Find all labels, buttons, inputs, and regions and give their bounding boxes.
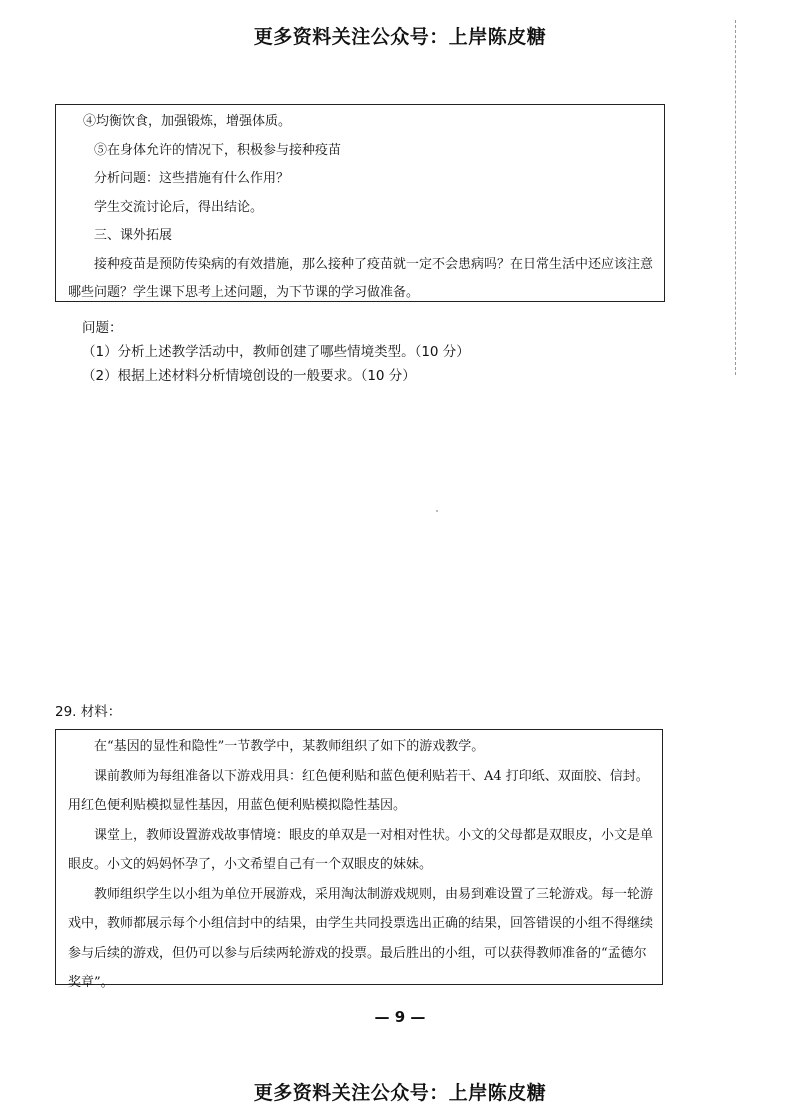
- scan-speck: [436, 510, 438, 512]
- box-line: 学生交流讨论后，得出结论。: [94, 199, 264, 215]
- questions-label: 问题：: [82, 320, 123, 336]
- material-paragraph: 教师组织学生以小组为单位开展游戏，采用淘汰制游戏规则，由易到难设置了三轮游戏。每一轮游戏中，教师都展示每个小组信封中的结果，由学生共同投票选出正确的结果，回答错误的小组不得继续参与后续的游戏，但仍可以参与后续两轮游戏的投票。最后胜出的小组，可以获得教师准备的“孟德尔奖章”。: [68, 886, 654, 990]
- page-number: — 9 —: [374, 1008, 426, 1026]
- material-box-29: [55, 729, 663, 990]
- questions-block: [82, 316, 682, 388]
- box-line: 分析问题：这些措施有什么作用？: [94, 171, 290, 186]
- box-line: ⑤在身体允许的情况下，积极参与接种疫苗: [94, 142, 342, 158]
- footer-banner: 更多资料关注公众号：上岸陈皮糖: [253, 1082, 547, 1104]
- material-paragraph: 课前教师为每组准备以下游戏用具：红色便利贴和蓝色便利贴若干、A4 打印纸、双面胶、信封。用红色便利贴模拟显性基因，用蓝色便利贴模拟隐性基因。: [68, 768, 649, 813]
- box-paragraph: 接种疫苗是预防传染病的有效措施，那么接种了疫苗就一定不会患病吗？在日常生活中还应该注意哪些问题？学生课下思考上述问题，为下节课的学习做准备。: [68, 256, 654, 300]
- question-29-label: 29. 材料：: [55, 704, 122, 720]
- question-2: （2）根据上述材料分析情境创设的一般要求。（10 分）: [82, 368, 416, 384]
- material-paragraph: 课堂上，教师设置游戏故事情境：眼皮的单双是一对相对性状。小文的父母都是双眼皮，小文是单眼皮。小文的妈妈怀孕了，小文希望自己有一个双眼皮的妹妹。: [68, 827, 654, 872]
- box-line: ④均衡饮食，加强锻炼，增强体质。: [83, 114, 292, 129]
- material-box-continued: [55, 104, 665, 302]
- question-1: （1）分析上述教学活动中，教师创建了哪些情境类型。（10 分）: [82, 344, 470, 360]
- material-paragraph: 在“基因的显性和隐性”一节教学中，某教师组织了如下的游戏教学。: [94, 739, 485, 754]
- box-section-heading: 三、课外拓展: [94, 228, 173, 243]
- header-banner: 更多资料关注公众号：上岸陈皮糖: [253, 26, 547, 48]
- binding-margin-line: [735, 20, 736, 375]
